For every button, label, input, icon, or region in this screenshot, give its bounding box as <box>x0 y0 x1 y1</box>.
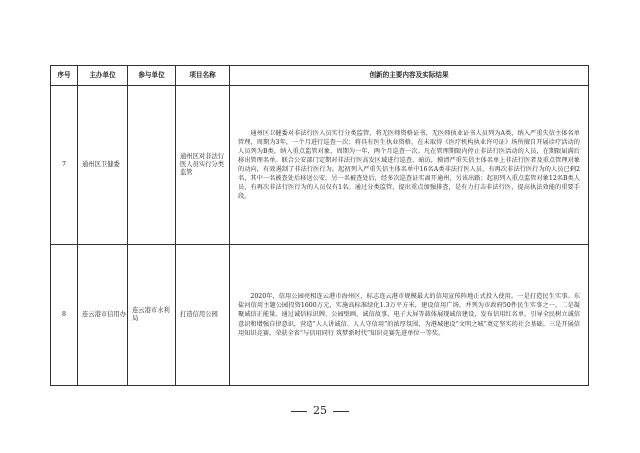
page-footer <box>0 404 640 417</box>
row-content-text: 通州区卫健委对非法行医人员实行分类监管，将无医师资格证书、无医师执业证书人员列为A类，纳入严重失信主体名单管理，周期为3年，一个月进行巡查一次；将具有医生执业资格，在未取得《医疗机构执业许可证》场所擅自开展诊疗活动的人员列为B类，纳入重点监管对象，周期为一年，两个月巡查一次。凡在管理期限内停止非法行医活动的人员，在期限届满后移出管理名单。联合公安部门定期对非法行医高发区域进行巡查、暗访，摸清严重失信主体名单上非法行医者及重点管理对象的动向，有效遏制了非法行医行为。起初列入严重失信主体名单中16名A类非法行医人员，有再次非法行医行为的人员已剩2名，其中一名被查处后移送公安，另一名被查处后，经多次巡查证实离开通州，另该出路；起初列入重点监管对象12名B类人员，有再次非法行医行为的人员仅有1名。通过分类监管，提出重点加强排查，是有力打击非法行医，提高执法效能的重要手段。 <box>238 129 580 201</box>
header-project: 项目名称 <box>176 66 230 86</box>
header-host: 主办单位 <box>78 66 128 86</box>
row-content <box>230 245 589 386</box>
row-content <box>230 86 589 245</box>
table-row <box>51 86 589 245</box>
row-no: 7 <box>51 86 78 245</box>
footer-dash-right <box>333 411 349 412</box>
table-row <box>51 245 589 386</box>
row-content-text: 2020年，信用公园亮相连云港市海州区，标志连云港市规模最大的信用宣传阵地正式投入使用。一是打造民生实事。东盐河信用主题公园投资1600万元，实施高标准绿化1.3万平方米，建设信用广场，并列为市政府50件民生实事之一。二是凝聚诚信正能量。通过诚信标识牌、公园壁画、诚信故事、电子大屏等载体展现诚信建设，发布信用红名单，引导全民树立诚信意识和增强自律意识，营造“人人讲诚信、人人守信用”的浓厚氛围，为港城建设“文明之城”奠定坚实的社会基础。三是开展信用知识竞赛。荣获全省“与信用同行 筑梦新时代”知识竞赛先进单位一等奖。 <box>238 293 580 337</box>
table-header-row <box>51 66 589 86</box>
header-participant: 参与单位 <box>128 66 176 86</box>
page-number: 25 <box>313 404 327 417</box>
row-participant: 连云港市水利局 <box>128 245 176 386</box>
header-no: 序号 <box>51 66 78 86</box>
innovation-table <box>50 65 589 386</box>
row-participant <box>128 86 176 245</box>
footer-dash-left <box>291 411 307 412</box>
row-project: 通州区对非法行医人员实行分类监管 <box>176 86 230 245</box>
row-no: 8 <box>51 245 78 386</box>
header-content: 创新的主要内容及实际结果 <box>230 66 589 86</box>
row-host: 连云港市信用办 <box>78 245 128 386</box>
row-project: 打造信用公园 <box>176 245 230 386</box>
row-host: 通州区卫健委 <box>78 86 128 245</box>
